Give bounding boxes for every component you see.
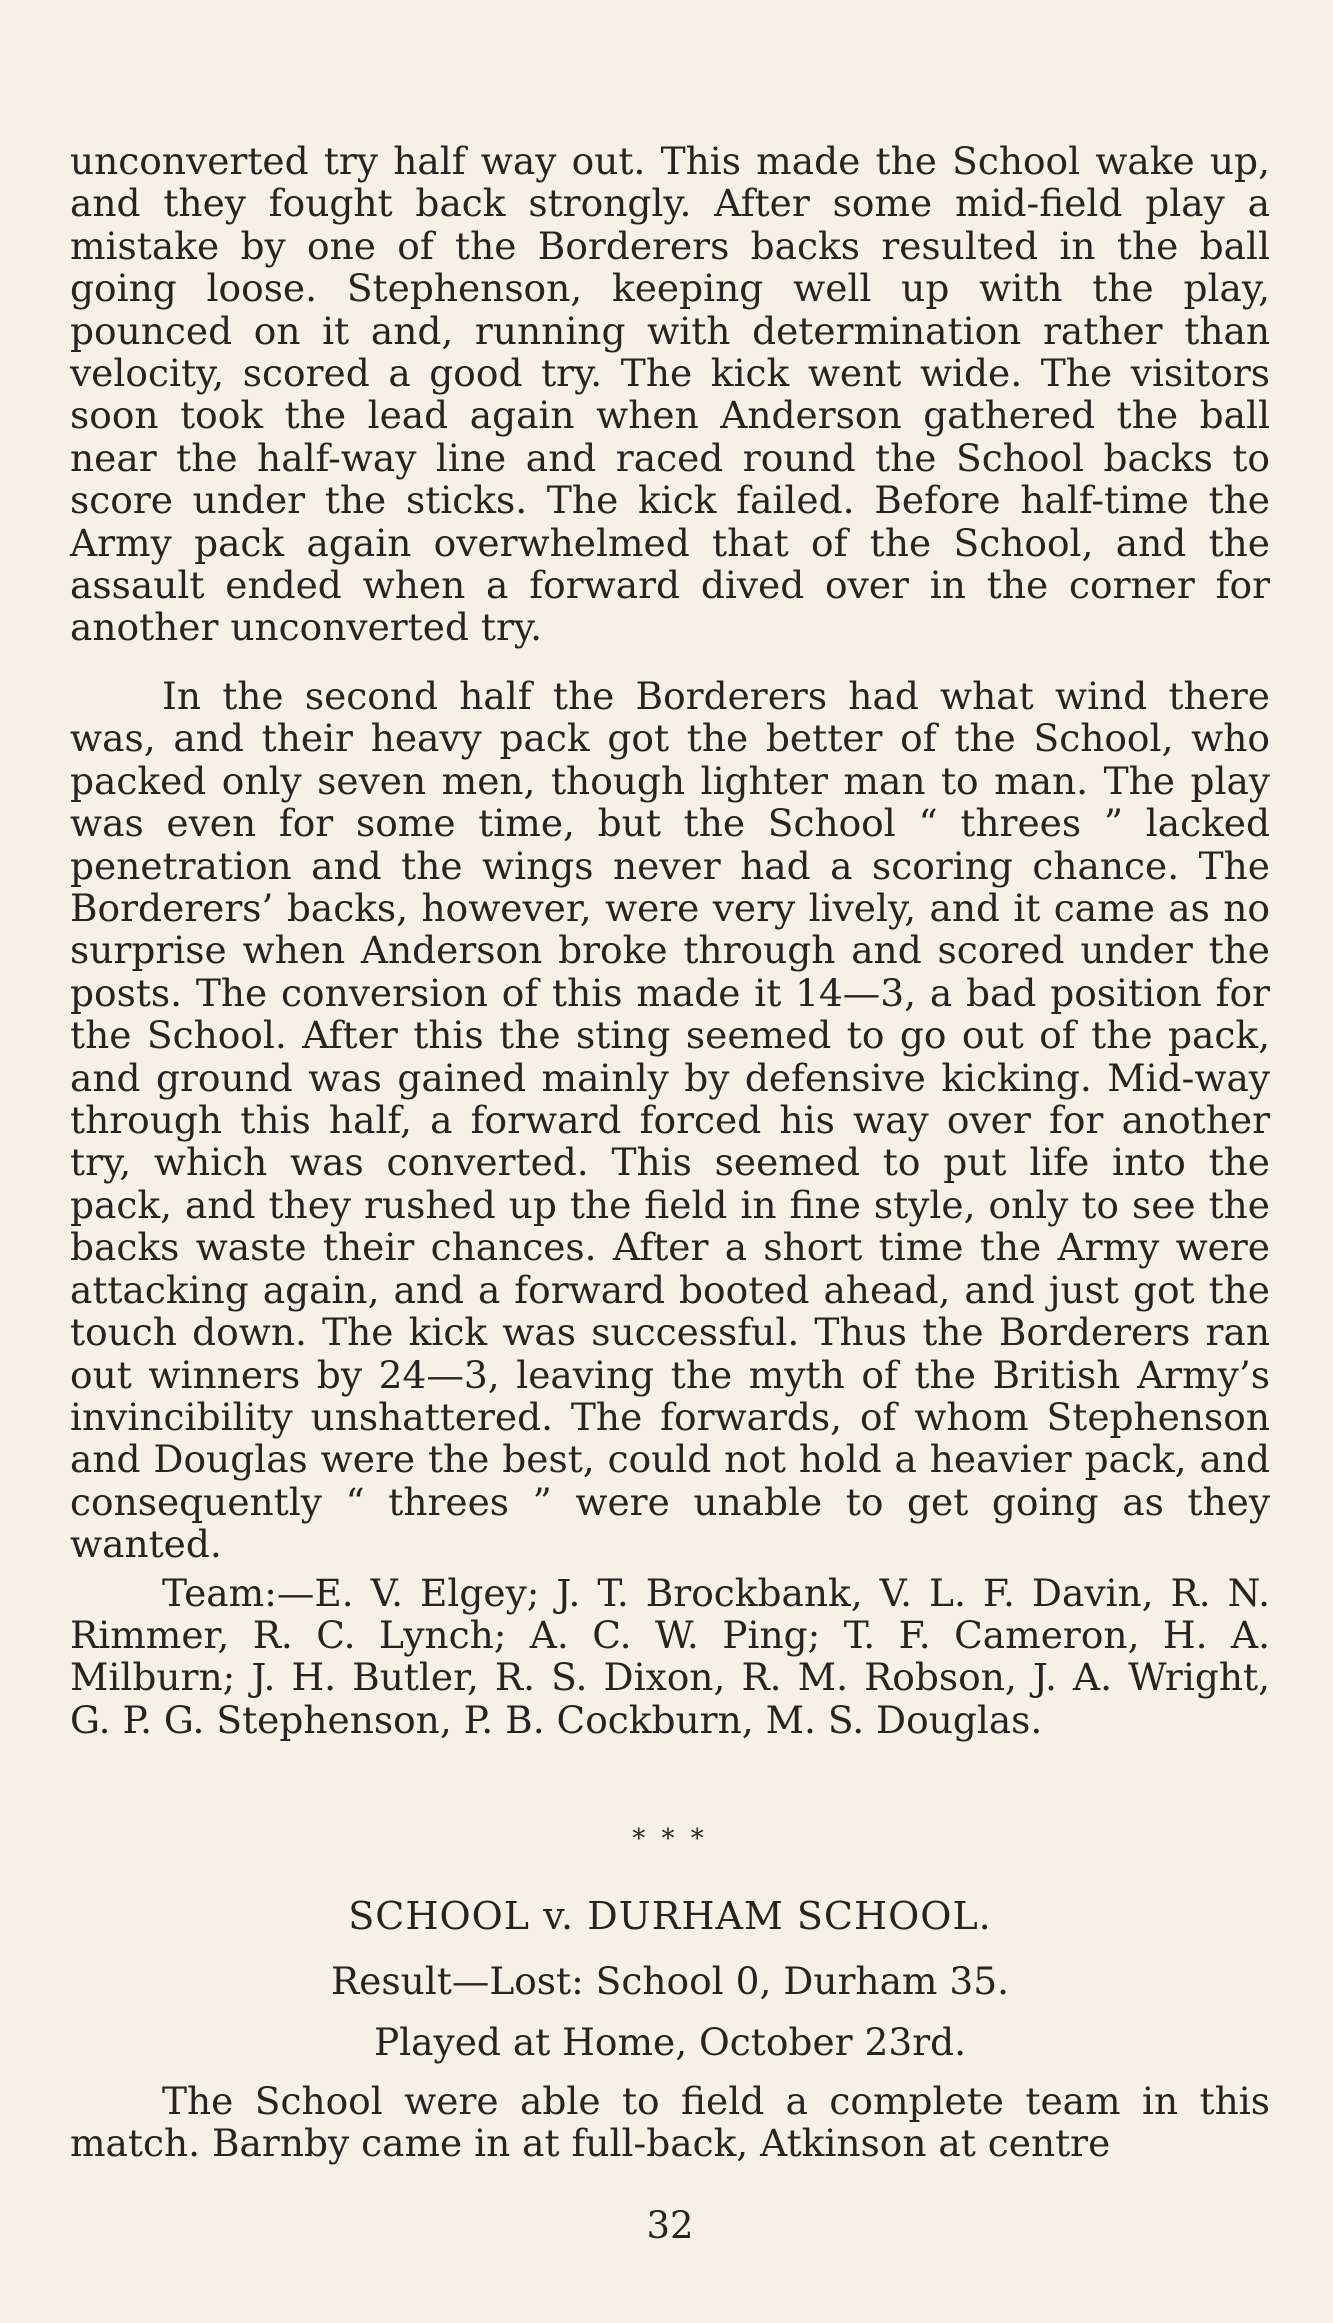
paragraph-text: unconverted try half way out. This made the School wake up, and they fought back strongly. After some mid-field play a mistake by one of the Borderers backs resulted in the ball going loose. Stephenson, keeping well up with the play, pounced on it and, running with determination rather than velocity, scored a good try. The kick went wide. The visitors soon took the lead again when Anderson gathered the ball near the half-way line and raced round the School backs to score under the sticks. The kick failed. Before half-time the Army pack again overwhelmed that of the School, and the assault ended when a forward dived over in the corner for another unconverted try.: [70, 139, 1270, 650]
paragraph-text: In the second half the Borderers had what wind there was, and their heavy pack got the better of the School, who packed only seven men, though lighter man to man. The play was even for some time, but the School “ threes ” lacked penetration and the wings never had a scoring chance. The Borderers’ backs, however, were very lively, and it came as no surprise when Anderson broke through and scored under the posts. The conversion of this made it 14—3, a bad position for the School. After this the sting seemed to go out of the pack, and ground was gained mainly by defensive kicking. Mid-way through this half, a forward forced his way over for another try, which was converted. This seemed to put life into the pack, and they rushed up the field in fine style, only to see the backs waste their chances. After a short time the Army were attacking again, and a forward booted ahead, and just got the touch down. The kick was successful. Thus the Borderers ran out winners by 24—3, leaving the myth of the British Army’s invincibility unshattered. The forwards, of whom Stephenson and Douglas were the best, could not hold a heavier pack, and consequently “ threes ” were unable to get going as they wanted.: [70, 674, 1270, 1567]
match-result: Result—Lost: School 0, Durham 35.: [330, 1959, 1010, 2003]
match-report-paragraph-2: [70, 675, 1270, 1741]
team-list: Team:—E. V. Elgey; J. T. Brockbank, V. L. F. Davin, R. N. Rimmer, R. C. Lynch; A. C. W. Ping; T. F. Cameron, H. A. Milburn; J. H. Butler, R. S. Dixon, R. M. Robson, J. A. Wright, G. P. G. Stephenson, P. B. Cockburn, M. S. Douglas.: [70, 1570, 1270, 1742]
match-report-paragraph-1: [70, 140, 1270, 649]
match-heading: SCHOOL v. DURHAM SCHOOL.: [348, 1894, 992, 1938]
paragraph-text: The School were able to field a complete team in this match. Barnby came in at full-back, Atkinson at centre: [70, 2079, 1270, 2166]
match-report-paragraph-3: [70, 2080, 1270, 2165]
page-number: 32: [646, 2204, 694, 2247]
match-venue-date: Played at Home, October 23rd.: [373, 2020, 967, 2064]
section-separator: * * *: [632, 1824, 708, 1854]
